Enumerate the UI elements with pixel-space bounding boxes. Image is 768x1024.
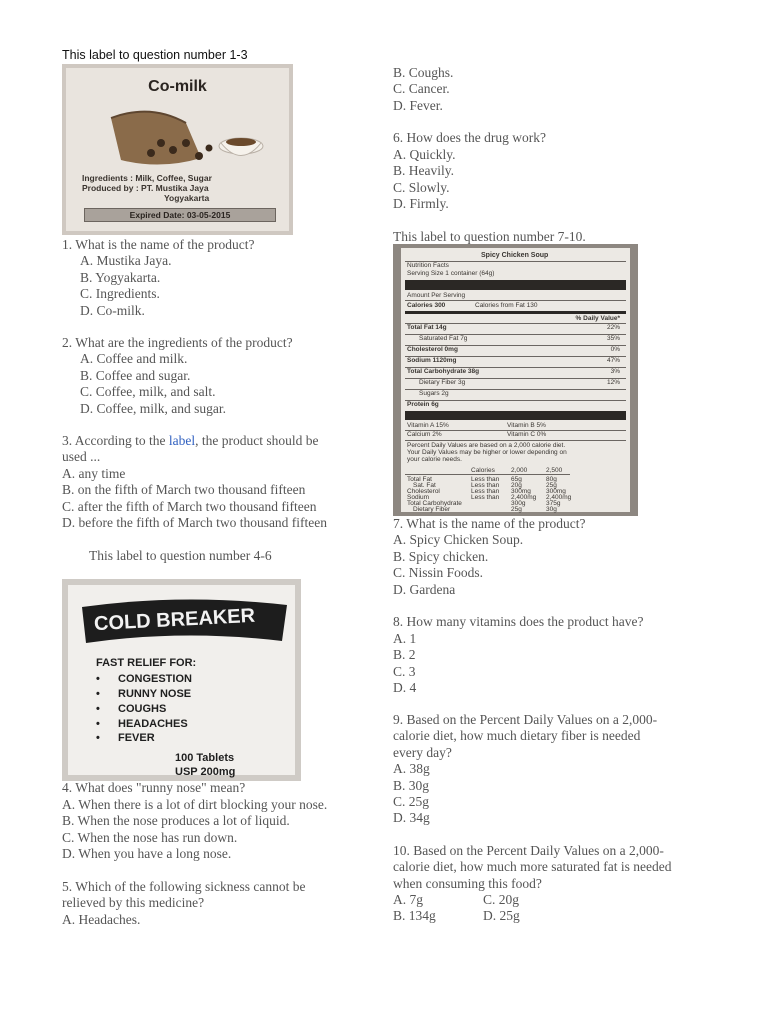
comilk-label-image	[62, 64, 293, 235]
soup-table-cell: 25g	[511, 506, 522, 513]
question-5-option-d: D. Fever.	[393, 98, 443, 113]
soup-title: Spicy Chicken Soup	[481, 252, 549, 259]
soup-amount-per-serving: Amount Per Serving	[407, 292, 466, 299]
soup-row-dietary-fiber: Dietary Fiber 3g	[419, 379, 466, 386]
question-6-option-c: C. Slowly.	[393, 180, 450, 195]
divider	[405, 474, 570, 475]
question-4-option-a: A. When there is a lot of dirt blocking your nose.	[62, 797, 328, 812]
question-6-text: 6. How does the drug work?	[393, 130, 546, 145]
comilk-expired-date: Expired Date: 03-05-2015	[84, 208, 276, 222]
cold-breaker-bullet: •	[96, 732, 100, 744]
question-10-option-b: B. 134g	[393, 908, 436, 923]
question-8-option-b: B. 2	[393, 647, 416, 662]
soup-calories: Calories 300	[407, 302, 446, 309]
question-10-text: 10. Based on the Percent Daily Values on a 2,000-	[393, 843, 664, 858]
question-7-option-b: B. Spicy chicken.	[393, 549, 489, 564]
soup-table-header-2500: 2,500	[546, 467, 563, 474]
soup-table-cell: 2,400mg	[511, 494, 537, 501]
question-10-option-d: D. 25g	[483, 908, 520, 923]
question-5-text: 5. Which of the following sickness cannot be	[62, 879, 306, 894]
question-2-text: 2. What are the ingredients of the product?	[62, 335, 293, 350]
soup-table-cell: Dietary Fiber	[413, 506, 451, 513]
question-1-option-b: B. Yogyakarta.	[80, 270, 161, 285]
question-7-text: 7. What is the name of the product?	[393, 516, 586, 531]
question-7-option-c: C. Nissin Foods.	[393, 565, 484, 580]
question-8-text: 8. How many vitamins does the product have?	[393, 614, 644, 629]
question-5-option-a: A. Headaches.	[62, 912, 141, 927]
soup-table-cell: 300mg	[511, 488, 531, 495]
question-1-option-d: D. Co-milk.	[80, 303, 145, 318]
divider-thick	[405, 411, 626, 420]
question-9-text: 9. Based on the Percent Daily Values on a 2,000-	[393, 712, 658, 727]
soup-vitamin-a: Vitamin A 15%	[407, 422, 449, 429]
heading-questions-1-3: This label to question number 1-3	[62, 48, 248, 62]
cold-breaker-item-runny-nose: RUNNY NOSE	[118, 688, 192, 700]
question-7-option-d: D. Gardena	[393, 582, 456, 597]
question-4-text: 4. What does "runny nose" mean?	[62, 780, 246, 795]
soup-row-sodium-dv: 47%	[606, 357, 620, 364]
soup-table-cell: Sat. Fat	[413, 482, 436, 489]
question-7-option-a: A. Spicy Chicken Soup.	[393, 532, 524, 547]
soup-table-cell: 65g	[511, 476, 522, 483]
soup-table-header-calories: Calories	[471, 467, 495, 474]
question-2-option-d: D. Coffee, milk, and sugar.	[80, 401, 226, 416]
cold-breaker-item-fever: FEVER	[118, 732, 155, 744]
question-9-option-b: B. 30g	[393, 778, 430, 793]
question-3-option-d: D. before the fifth of March two thousand fifteen	[62, 515, 328, 530]
soup-calories-from-fat: Calories from Fat 130	[475, 302, 538, 309]
cold-breaker-item-coughs: COUGHS	[118, 703, 167, 715]
question-10-option-a: A. 7g	[393, 892, 423, 907]
divider	[405, 440, 626, 441]
question-3-text-line-2: used ...	[62, 449, 101, 464]
cold-breaker-title: COLD BREAKER	[93, 604, 256, 636]
question-3-text-start: 3. According to the	[62, 433, 166, 448]
soup-row-total-carbohydrate: Total Carbohydrate 38g	[407, 368, 480, 375]
soup-row-dietary-fiber-dv: 12%	[606, 379, 620, 386]
cold-breaker-dose: USP 200mg	[175, 766, 236, 778]
soup-table-cell: Total Fat	[407, 476, 432, 483]
question-3-text	[62, 433, 318, 449]
soup-row-saturated-fat: Saturated Fat 7g	[419, 335, 468, 342]
question-5-text-line-2: relieved by this medicine?	[62, 895, 205, 910]
cold-breaker-tablets: 100 Tablets	[175, 752, 235, 764]
soup-table-cell: 300mg	[546, 488, 566, 495]
soup-row-total-fat-dv: 22%	[606, 324, 620, 331]
label-link[interactable]: label	[168, 433, 196, 448]
question-2-option-b: B. Coffee and sugar.	[80, 368, 191, 383]
soup-row-total-fat: Total Fat 14g	[407, 324, 447, 331]
soup-footnote-line: your calorie needs.	[407, 456, 462, 463]
soup-table-header-2000: 2,000	[511, 467, 528, 474]
soup-table-cell: Less than	[471, 476, 500, 483]
question-9-option-a: A. 38g	[393, 761, 430, 776]
question-9-text-line-2: calorie diet, how much dietary fiber is needed	[393, 728, 641, 743]
soup-vitamin-b: Vitamin B 5%	[507, 422, 546, 429]
soup-row-cholesterol: Cholesterol 0mg	[407, 346, 458, 353]
cold-breaker-label-image	[62, 579, 301, 781]
cold-breaker-bullet: •	[96, 688, 100, 700]
question-9-option-d: D. 34g	[393, 810, 430, 825]
comilk-producer: Produced by : PT. Mustika Jaya	[82, 183, 209, 193]
soup-table-cell: Less than	[471, 494, 500, 501]
soup-table-cell: Less than	[471, 482, 500, 489]
question-2-option-c: C. Coffee, milk, and salt.	[80, 384, 216, 399]
question-5-option-c: C. Cancer.	[393, 81, 450, 96]
soup-label-image	[393, 244, 638, 516]
divider	[405, 300, 626, 301]
soup-nutrition-facts: Nutrition Facts	[407, 262, 449, 269]
soup-table-cell: 30g	[546, 506, 557, 513]
comilk-city: Yogyakarta	[164, 193, 210, 203]
comilk-ingredients: Ingredients : Milk, Coffee, Sugar	[82, 173, 212, 183]
heading-questions-4-6: This label to question number 4-6	[89, 548, 272, 563]
question-5-option-b: B. Coughs.	[393, 65, 454, 80]
soup-daily-value-header: % Daily Value*	[575, 315, 620, 322]
coffee-bag-illustration	[91, 98, 271, 168]
question-8-option-c: C. 3	[393, 664, 416, 679]
soup-row-cholesterol-dv: 0%	[610, 346, 620, 353]
cold-breaker-item-headaches: HEADACHES	[118, 718, 188, 730]
soup-table-cell: 2,400mg	[546, 494, 572, 501]
question-8-option-d: D. 4	[393, 680, 417, 695]
question-8-option-a: A. 1	[393, 631, 417, 646]
soup-table-cell: Less than	[471, 488, 500, 495]
question-3-text-end: , the product should be	[195, 433, 319, 448]
divider-thick	[405, 280, 626, 290]
soup-table-cell: Cholesterol	[407, 488, 440, 495]
cold-breaker-bullet: •	[96, 703, 100, 715]
soup-row-saturated-fat-dv: 35%	[606, 335, 620, 342]
question-1-text: 1. What is the name of the product?	[62, 237, 255, 252]
soup-calcium: Calcium 2%	[407, 431, 442, 438]
soup-table-cell: 20g	[511, 482, 522, 489]
soup-table-cell: 300g	[511, 500, 526, 507]
comilk-title: Co-milk	[148, 78, 207, 95]
soup-table-cell: 375g	[546, 500, 561, 507]
soup-table-cell: 80g	[546, 476, 557, 483]
question-9-option-c: C. 25g	[393, 794, 430, 809]
question-1-option-a: A. Mustika Jaya.	[80, 253, 172, 268]
question-6-option-b: B. Heavily.	[393, 163, 454, 178]
soup-footnote-line: Your Daily Values may be higher or lower depending on	[407, 449, 567, 456]
question-4-option-d: D. When you have a long nose.	[62, 846, 232, 861]
soup-table-cell: 25g	[546, 482, 557, 489]
question-2-option-a: A. Coffee and milk.	[80, 351, 188, 366]
cold-breaker-bullet: •	[96, 718, 100, 730]
heading-questions-7-10: This label to question number 7-10.	[393, 229, 586, 244]
question-10-text-line-2: calorie diet, how much more saturated fat is needed	[393, 859, 672, 874]
soup-table-cell: Sodium	[407, 494, 430, 501]
soup-serving-size: Serving Size 1 container (64g)	[407, 270, 495, 277]
question-6-option-d: D. Firmly.	[393, 196, 449, 211]
question-3-option-c: C. after the fifth of March two thousand fifteen	[62, 499, 317, 514]
question-9-text-line-3: every day?	[393, 745, 452, 760]
question-6-option-a: A. Quickly.	[393, 147, 456, 162]
cold-breaker-bullet: •	[96, 673, 100, 685]
cold-breaker-item-congestion: CONGESTION	[118, 673, 192, 685]
soup-row-sodium: Sodium 1120mg	[407, 357, 457, 364]
question-4-option-b: B. When the nose produces a lot of liquid.	[62, 813, 290, 828]
question-1-option-c: C. Ingredients.	[80, 286, 160, 301]
question-10-text-line-3: when consuming this food?	[393, 876, 542, 891]
question-10-option-c: C. 20g	[483, 892, 520, 907]
question-4-option-c: C. When the nose has run down.	[62, 830, 238, 845]
soup-table-cell: Total Carbohydrate	[407, 500, 462, 507]
soup-row-sugars: Sugars 2g	[419, 390, 449, 397]
question-3-option-b: B. on the fifth of March two thousand fifteen	[62, 482, 306, 497]
question-3-option-a: A. any time	[62, 466, 126, 481]
divider-medium	[405, 311, 626, 314]
soup-row-protein: Protein 6g	[407, 401, 439, 408]
cold-breaker-subtitle: FAST RELIEF FOR:	[96, 657, 197, 669]
soup-vitamin-c: Vitamin C 0%	[507, 431, 547, 438]
soup-footnote-line: Percent Daily Values are based on a 2,000 calorie diet.	[407, 442, 566, 449]
soup-row-total-carbohydrate-dv: 3%	[610, 368, 620, 375]
